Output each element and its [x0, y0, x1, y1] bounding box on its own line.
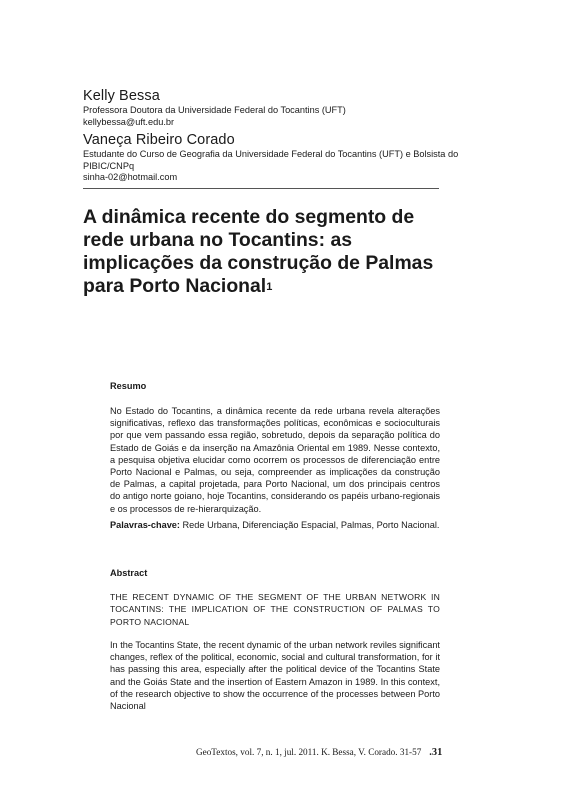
author-block-2 [83, 132, 483, 184]
author-affiliation: Professora Doutora da Universidade Federal do Tocantins (UFT) [83, 105, 346, 115]
keywords-label: Palavras-chave: [110, 520, 180, 530]
resumo-body: No Estado do Tocantins, a dinâmica recente da rede urbana revela alterações significativas, reflexo das transformações políticas, econômicas e socioculturais por que vem passando essa região, sobretudo, depois da separação política do Estado de Goiás e da inserção na Amazônia Oriental em 1989. Nesse contexto, a pesquisa objetiva elucidar como ocorrem os processos de diferenciação entre Porto Nacional e Palmas, ou seja, compreender as implicações da construção de Palmas, a capital projetada, para Porto Nacional, um dos principais centros do antigo norte goiano, hoje Tocantins, considerando os papéis urbano-regionais e os processos de re-hierarquização. [110, 406, 440, 514]
author-email[interactable]: kellybessa@uft.edu.br [83, 116, 175, 127]
abstract-heading: Abstract [110, 568, 148, 578]
author-email[interactable]: sinha-02@hotmail.com [83, 172, 178, 182]
keywords-list: Rede Urbana, Diferenciação Espacial, Palmas, Porto Nacional. [182, 520, 440, 530]
author-affiliation: Estudante do Curso de Geografia da Universidade Federal do Tocantins (UFT) e Bolsista do [83, 149, 459, 159]
author-name: Kelly Bessa [83, 88, 160, 104]
author-block-1 [83, 88, 483, 128]
title-footnote-mark[interactable]: 1 [266, 281, 273, 293]
author-name: Vaneça Ribeiro Corado [83, 132, 235, 148]
header-divider [83, 188, 439, 189]
footer-citation: GeoTextos, vol. 7, n. 1, jul. 2011. K. Bessa, V. Corado. 31-57 [196, 747, 422, 757]
keywords [110, 519, 440, 531]
abstract-body: In the Tocantins State, the recent dynamic of the urban network reviles significant changes, reflex of the political, economic, social and cultural transformation, for it has passing this area, especially after the political device of the Tocantins State and the Goiás State and the insertion of Eastern Amazon in 1989. In this context, of the research objective to show the occurrence of the processes between Porto Nacional [110, 640, 440, 712]
resumo-heading: Resumo [110, 381, 147, 391]
page-footer [196, 747, 466, 758]
abstract-title: THE RECENT DYNAMIC OF THE SEGMENT OF THE URBAN NETWORK IN TOCANTINS: THE IMPLICATION OF THE CONSTRUCTION OF PALMAS TO PORTO NACIONAL [110, 592, 440, 627]
article-title-text: A dinâmica recente do segmento de rede urbana no Tocantins: as implicações da construção de Palmas para Porto Nacional [83, 206, 434, 297]
author-affiliation-cont: PIBIC/CNPq [83, 160, 135, 171]
page-number: .31 [429, 747, 443, 758]
article-title [83, 206, 453, 298]
